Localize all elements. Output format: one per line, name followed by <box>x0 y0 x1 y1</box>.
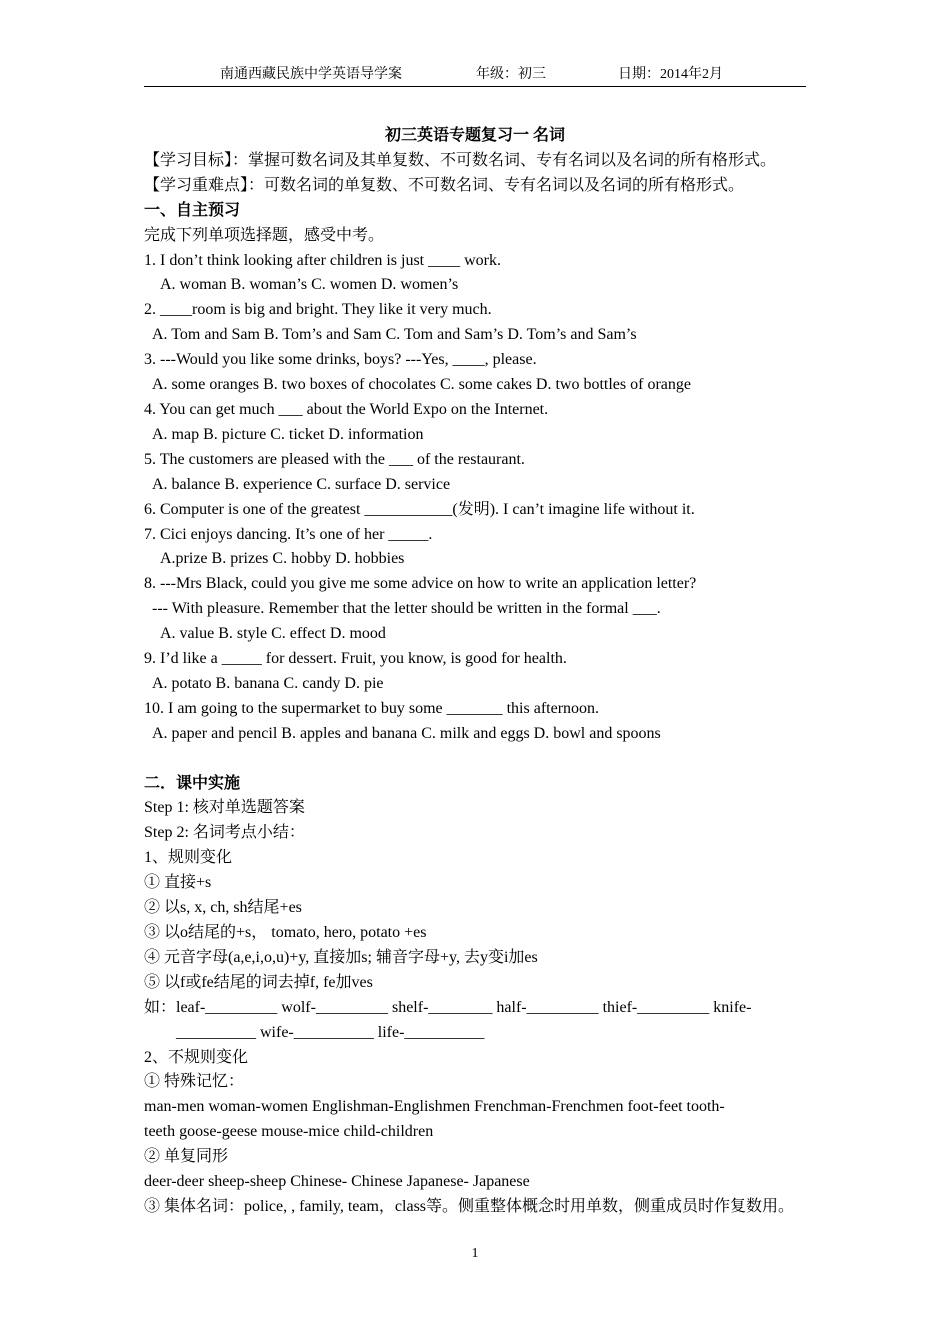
question-7: 7. Cici enjoys dancing. It’s one of her _____. <box>144 525 433 543</box>
example-line-2: __________ wife-__________ life-__________ <box>176 1023 485 1041</box>
header-grade: 年级：初三 <box>476 67 546 82</box>
learning-goal: 【学习目标】：掌握可数名词及其单复数、不可数名词、专有名词以及名词的所有格形式。 <box>144 151 777 169</box>
spacer <box>144 747 806 772</box>
step-2: Step 2: 名词考点小结： <box>144 824 305 842</box>
header-school: 南通西藏民族中学英语导学案 <box>220 67 402 82</box>
irregular-change-title: 2、不规则变化 <box>144 1048 249 1066</box>
question-10-options: A. paper and pencil B. apples and banana C. milk and eggs D. bowl and spoons <box>152 724 661 742</box>
rule-4: ④ 元音字母(a,e,i,o,u)+y, 直接加s; 辅音字母+y, 去y变i加es <box>144 948 538 966</box>
question-2: 2. ____room is big and bright. They like it very much. <box>144 301 492 319</box>
question-3: 3. ---Would you like some drinks, boys? ---Yes, ____, please. <box>144 351 537 369</box>
regular-change-title: 1、规则变化 <box>144 849 233 867</box>
question-1-options: A. woman B. woman’s C. women D. women’s <box>160 276 459 294</box>
section-1-intro: 完成下列单项选择题，感受中考。 <box>144 226 385 244</box>
question-9-options: A. potato B. banana C. candy D. pie <box>152 674 384 692</box>
question-1: 1. I don’t think looking after children is just ____ work. <box>144 251 501 269</box>
same-form-line: deer-deer sheep-sheep Chinese- Chinese Japanese- Japanese <box>144 1173 530 1191</box>
question-8-reply: --- With pleasure. Remember that the letter should be written in the formal ___. <box>152 600 661 618</box>
rule-2: ② 以s, x, ch, sh结尾+es <box>144 899 302 917</box>
question-8: 8. ---Mrs Black, could you give me some advice on how to write an application letter? <box>144 575 697 593</box>
question-5-options: A. balance B. experience C. surface D. service <box>152 475 451 493</box>
special-line-2: teeth goose-geese mouse-mice child-children <box>144 1123 434 1141</box>
section-2-heading: 二．课中实施 <box>144 774 241 792</box>
document-body <box>144 124 806 1220</box>
special-memory-title: ① 特殊记忆： <box>144 1073 245 1091</box>
example-line-1: 如：leaf-_________ wolf-_________ shelf-________ half-_________ thief-_________ knife- <box>144 998 752 1016</box>
question-4-options: A. map B. picture C. ticket D. information <box>152 425 424 443</box>
question-5: 5. The customers are pleased with the ___ of the restaurant. <box>144 450 525 468</box>
question-6: 6. Computer is one of the greatest ___________(发明). I can’t imagine life without it. <box>144 500 695 518</box>
rule-1: ① 直接+s <box>144 874 212 892</box>
header-date: 日期：2014年2月 <box>618 67 723 82</box>
question-3-options: A. some oranges B. two boxes of chocolates C. some cakes D. two bottles of orange <box>152 376 691 394</box>
page-header <box>144 66 806 87</box>
rule-5: ⑤ 以f或fe结尾的词去掉f, fe加ves <box>144 973 373 991</box>
page-title: 初三英语专题复习一 名词 <box>384 127 565 144</box>
rule-3: ③ 以o结尾的+s， tomato, hero, potato +es <box>144 923 427 941</box>
step-1: Step 1: 核对单选题答案 <box>144 799 305 817</box>
special-line-1: man-men woman-women Englishman-Englishmen Frenchman-Frenchmen foot-feet tooth- <box>144 1098 725 1116</box>
same-form-title: ② 单复同形 <box>144 1148 229 1166</box>
page-number: 1 <box>471 1246 479 1261</box>
question-8-options: A. value B. style C. effect D. mood <box>160 625 386 643</box>
section-1-heading: 一、自主预习 <box>144 201 241 219</box>
key-points: 【学习重难点】：可数名词的单复数、不可数名词、专有名词以及名词的所有格形式。 <box>144 176 745 194</box>
question-10: 10. I am going to the supermarket to buy some _______ this afternoon. <box>144 699 600 717</box>
question-7-options: A.prize B. prizes C. hobby D. hobbies <box>160 550 405 568</box>
question-2-options: A. Tom and Sam B. Tom’s and Sam C. Tom and Sam’s D. Tom’s and Sam’s <box>152 326 637 344</box>
collective-nouns: ③ 集体名词：police, , family, team，class等。侧重整体概念时用单数，侧重成员时作复数用。 <box>144 1197 795 1215</box>
question-9: 9. I’d like a _____ for dessert. Fruit, you know, is good for health. <box>144 650 567 668</box>
question-4: 4. You can get much ___ about the World Expo on the Internet. <box>144 400 549 418</box>
